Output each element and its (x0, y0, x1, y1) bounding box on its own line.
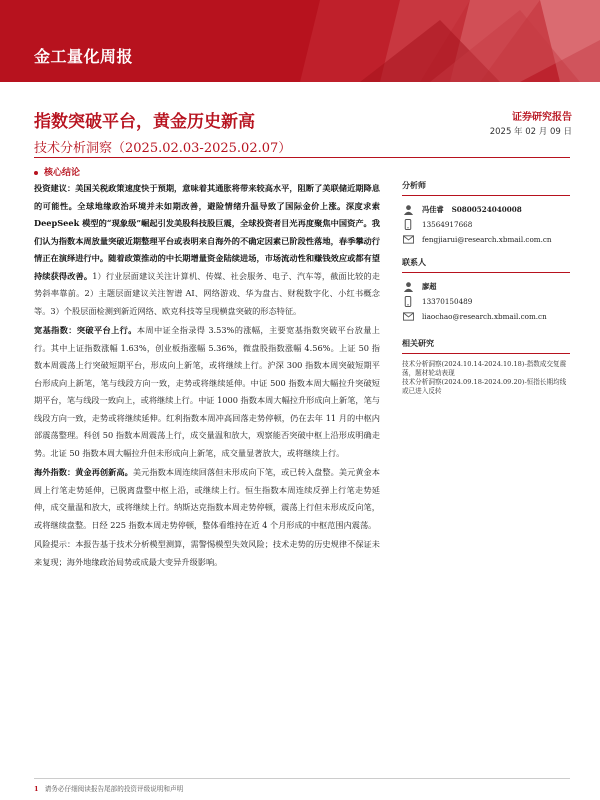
overseas-index-text: 美元指数本周连续回落但未形成向下笔，或已转入盘整。美元黄金本周上行笔走势延伸，已脱离盘整中枢上沿，或继续上行。恒生指数本周连续反弹上行笔走势延伸，成交量温和放大，或将继续上行。纳斯达克指数本周走势停顿，震荡上行但未形成反向笔，或将继续盘整。日经 225 指数本周走势停顿，整体看维持在近 4 个月形成的中枢范围内震荡。 (34, 467, 380, 530)
core-conclusion-heading: 核心结论 (34, 165, 80, 178)
contact-name: 廖超 (422, 281, 437, 291)
footer (34, 783, 183, 793)
paragraph-investment-advice (34, 180, 380, 320)
phone-icon (402, 296, 414, 308)
main-text-column (34, 180, 380, 573)
page-number: 1 (34, 785, 39, 793)
investment-advice-text: 1）行业层面建议关注计算机、传媒、社会服务、电子、汽车等，截面比较的走势斜率靠前。2）主题层面建议关注智谱 AI、网络游戏、华为盘古、财税数字化、小红书概念等。3）个股层面检测到新近网络、欧克科技等呈现横盘突破的形态特征。 (34, 270, 380, 316)
report-title: 指数突破平台，黄金历史新高 (34, 112, 255, 132)
email-icon (402, 234, 414, 246)
person-icon (402, 281, 414, 293)
contact-phone: 13370150489 (422, 297, 473, 306)
paragraph-overseas-index (34, 464, 380, 534)
related-divider (402, 353, 570, 354)
analyst-divider (402, 195, 570, 196)
sidebar (402, 180, 570, 396)
analyst-name: 冯佳睿 (422, 204, 444, 214)
analyst-email[interactable]: fengjiarui@research.xbmail.com.cn (422, 235, 552, 244)
overseas-index-label: 海外指数：黄金再创新高。 (34, 467, 133, 477)
related-research-item[interactable]: 技术分析洞察(2024.09.18-2024.09.20)-恒指长期均线或已进入反转 (402, 378, 567, 395)
contact-email-row[interactable] (402, 309, 570, 324)
banner-geometric-pattern (0, 0, 600, 82)
report-type-label: 证券研究报告 (512, 112, 572, 123)
report-series-title: 金工量化周报 (34, 47, 134, 66)
analyst-section-label: 分析师 (402, 180, 426, 190)
related-research-label: 相关研究 (402, 338, 434, 348)
header-banner (0, 0, 600, 82)
analyst-cert-number: S0800524040008 (451, 205, 522, 214)
phone-icon (402, 219, 414, 231)
title-divider (34, 157, 570, 158)
contact-phone-row (402, 294, 570, 309)
paragraph-broad-index (34, 322, 380, 462)
analyst-email-row[interactable] (402, 232, 570, 247)
related-research-item[interactable]: 技术分析洞察(2024.10.14-2024.10.18)-指数成交复震荡，题材轮动表现 (402, 360, 567, 377)
contact-name-row (402, 279, 570, 294)
investment-advice-bold: 投资建议：美国关税政策速度快于预期，意味着其通胀将带来较高水平，阻断了美联储近期降息的可能性。全球地缘政治环境并未如期改善，避险情绪升温导致了国际金价上涨。深度求索 DeepSeek 模型的“现象级”崛起引发美股科技股巨震，全球投资者目光再度聚焦中国资产。我们认为指数本周放量突破近期整理平台或表明来自海外的不确定因素已阶段性落地，春季攀动行情正在演绎进行中。随着政策推动的中长期增量资金陆续进场，市场流动性和赚钱效应或都有望持续获得改善。 (34, 183, 380, 281)
analyst-phone-row (402, 217, 570, 232)
analyst-name-row (402, 202, 570, 217)
report-date: 2025 年 02 月 09 日 (489, 127, 572, 137)
broad-index-label: 宽基指数：突破平台上行。 (34, 325, 137, 335)
footer-disclaimer: 请务必仔细阅读报告尾部的投资评级说明和声明 (44, 785, 184, 793)
person-icon (402, 204, 414, 216)
email-icon (402, 311, 414, 323)
contact-divider (402, 272, 570, 273)
contact-section-label: 联系人 (402, 257, 426, 267)
footer-divider (34, 778, 570, 779)
paragraph-risk-warning: 风险提示：本报告基于技术分析模型测算，需警惕模型失效风险；技术走势的历史规律不保证未来复现；海外地缘政治局势或成最大变异升级影响。 (34, 539, 380, 567)
broad-index-text: 本周中证全指录得 3.53%的涨幅，主要宽基指数突破平台放量上行。其中上证指数涨幅 1.63%，创业板指涨幅 5.36%，微盘股指数涨幅 4.56%。上证 50 指数本周震荡上行突破短期平台，形成向上新笔，或将继续上行。沪深 300 指数本周突破短期平台形成向上新笔，笔与线段方向一致，走势或将继续延伸。中证 500 指数本周大幅拉升突破短期平台，笔与线段一致向上，或将继续上行。中证 1000 指数本周大幅拉升形成向上新笔，笔与线段方向一致，走势或将继续延伸。红利指数本周冲高回落走势停顿，仍在去年 11 月的中枢内部震荡整理。科创 50 指数本周震荡上行，成交量温和放大，观察能否突破中枢上沿形成明确走势。北证 50 指数本周大幅拉升但未形成向上新笔，成交量显著放大，或将继续上行。 (34, 325, 380, 458)
analyst-phone: 13564917668 (422, 220, 473, 229)
contact-email[interactable]: liaochao@research.xbmail.com.cn (422, 312, 547, 321)
bullet-icon (34, 171, 38, 175)
report-subtitle: 技术分析洞察（2025.02.03-2025.02.07） (34, 141, 292, 156)
